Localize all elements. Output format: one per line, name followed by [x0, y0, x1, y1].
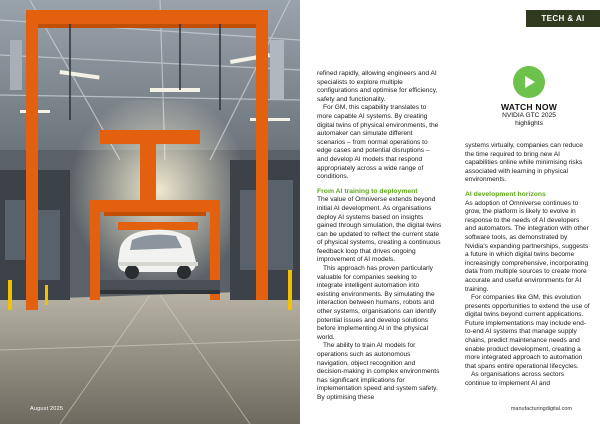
paragraph: This approach has proven particularly valuable for companies seeking to integrate intelligent automation into existing environments. By simulating the interaction between humans, robots and other systems, organisations can identify potential issues and develop solutions before implementing AI in the physical world. — [317, 265, 437, 341]
paragraph: As adoption of Omniverse continues to grow, the platform is likely to evolve in response to the needs of AI developers and automators. The integration with other software tools, as demonstrated by Nvidia's expanding partnerships, suggests a future in which digital twins become increasingly comprehensive, incorporating data from multiple sources to create more accurate and useful environments for AI training. — [465, 199, 589, 293]
footer-date: August 2025 — [30, 406, 64, 412]
paragraph: refined rapidly, allowing engineers and AI specialists to explore multiple configurations and optimise for efficiency, safety and functionality. — [317, 70, 438, 103]
article-column-2 — [465, 142, 590, 389]
video-subtitle-2: highlights — [515, 120, 543, 127]
article-column-1 — [317, 70, 442, 403]
section-tab: TECH & AI — [526, 10, 600, 27]
play-icon — [522, 75, 536, 89]
paragraph: systems virtually, companies can reduce the time required to bring new AI capabilities online while minimising risks associated with learning in physical environments. — [465, 142, 583, 184]
paragraph: The value of Omniverse extends beyond initial AI development. As organisations deploy AI systems based on insights gained through simulation, the digital twins can be updated to reflect the current state of physical systems, creating a continuous feedback loop that drives ongoing improvement of AI models. — [317, 196, 442, 264]
paragraph: For companies like GM, this evolution presents opportunities to extend the use of digital twins beyond current applications. Future implementations may include end-to-end AI systems that manage supply chains, predict maintenance needs and enable product development, creating a more integrated approach to automation that spans entire operational lifecycles. — [465, 294, 590, 370]
footer-website[interactable]: manufacturingdigital.com — [510, 406, 572, 412]
paragraph: As organisations across sectors continue to implement AI and — [465, 371, 565, 388]
play-button[interactable] — [513, 66, 545, 98]
paragraph: The ability to train AI models for operations such as autonomous navigation, object recognition and decision-making in complex environments has significant implications for implementation speed and system safety. By optimising these — [317, 342, 440, 401]
video-subtitle: NVIDIA GTC 2025 — [502, 112, 556, 119]
subheading-ai-horizons: AI development horizons — [465, 190, 546, 198]
paragraph: For GM, this capability translates to more capable AI systems. By creating digital twins of physical environments, the automaker can simulate different scenarios – from normal operations to edge cases and potential disruptions – and develop AI models that respond appropriately across a wide range of conditions. — [317, 104, 439, 181]
subheading-ai-training: From AI training to deployment — [317, 187, 418, 195]
watch-now-title[interactable]: WATCH NOW — [500, 102, 558, 112]
watch-now-promo[interactable] — [489, 66, 569, 128]
